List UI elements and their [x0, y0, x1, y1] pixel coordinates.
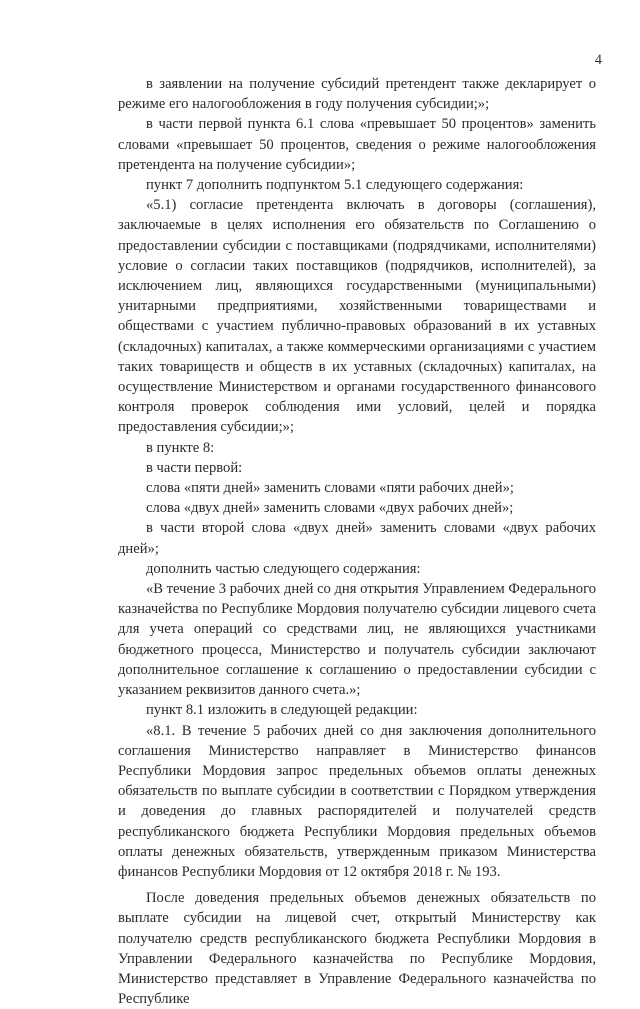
page-number: 4 — [594, 52, 602, 68]
paragraph-7: слова «пяти дней» заменить словами «пяти рабочих дней»; — [146, 480, 514, 497]
paragraph-12: пункт 8.1 изложить в следующей редакции: — [146, 702, 418, 719]
paragraph-3: пункт 7 дополнить подпунктом 5.1 следующего содержания: — [146, 177, 524, 194]
paragraph-4: «5.1) согласие претендента включать в договоры (соглашения), заключаемые в целях исполнения его обязательств по Соглашению о предоставлении субсидии с поставщиками (подрядчиками, исполнителями) условие о согласии таких поставщиков (подрядчиков, исполнителей), за исключением лиц, являющихся государственными (муниципальными) унитарными предприятиями, хозяйственными товариществами и обществами с участием публично-правовых образований в их уставных (складочных) капиталах, а также коммерческими организациями с участием таких товариществ и обществ в их уставных (складочных) капиталах, на осуществление Министерством и органами государственного финансового контроля проверок соблюдения ими условий, целей и порядка предоставления субсидии;»; — [118, 197, 596, 436]
document-body — [118, 74, 596, 1009]
paragraph-1: в заявлении на получение субсидий претендент также декларирует о режиме его налогообложения в году получения субсидии;»; — [118, 76, 596, 113]
paragraph-14: После доведения предельных объемов денежных обязательств по выплате субсидии на лицевой счет, открытый Министерству как получателю средств республиканского бюджета Республики Мордовия в Управлении Федерального казначейства по Республике Мордовия, Министерство представляет в Управление Федерального казначейства по Республике — [118, 890, 596, 1008]
paragraph-10: дополнить частью следующего содержания: — [146, 560, 421, 577]
paragraph-13: «8.1. В течение 5 рабочих дней со дня заключения дополнительного соглашения Министерство направляет в Министерство финансов Республики Мордовия запрос предельных объемов оплаты денежных обязательств по выплате субсидии в соответствии с Порядком утверждения и доведения до главных распорядителей и получателей средств республиканского бюджета Республики Мордовия предельных объемов оплаты денежных обязательств, утвержденным приказом Министерства финансов Республики Мордовия от 12 октября 2018 г. № 193. — [118, 722, 596, 880]
paragraph-5: в пункте 8: — [146, 439, 215, 456]
paragraph-2: в части первой пункта 6.1 слова «превышает 50 процентов» заменить словами «превышает 50 процентов, сведения о режиме налогообложения претендента на получение субсидии»; — [118, 116, 596, 173]
paragraph-6: в части первой: — [146, 459, 243, 476]
paragraph-11: «В течение 3 рабочих дней со дня открытия Управлением Федерального казначейства по Республике Мордовия получателю субсидии лицевого счета для учета операций со средствами лиц, не являющихся участниками бюджетного процесса, Министерство и получатель субсидии заключают дополнительное соглашение к соглашению о предоставлении субсидии с указанием реквизитов данного счета.»; — [118, 581, 596, 699]
paragraph-9: в части второй слова «двух дней» заменить словами «двух рабочих дней»; — [118, 520, 596, 557]
paragraph-8: слова «двух дней» заменить словами «двух рабочих дней»; — [146, 500, 514, 517]
